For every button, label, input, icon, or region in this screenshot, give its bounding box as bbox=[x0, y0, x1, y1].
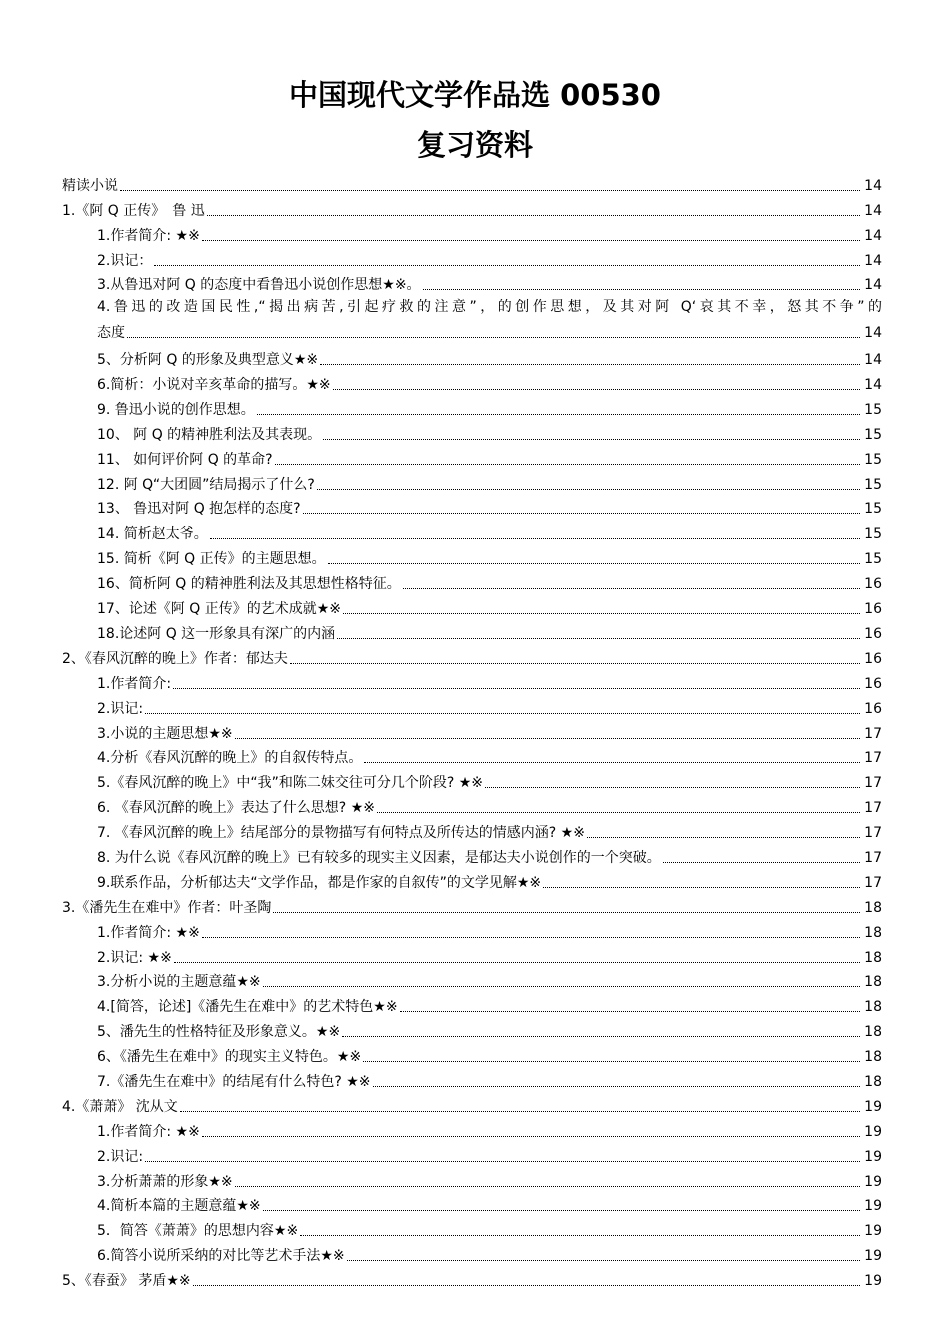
toc-dot-leader bbox=[235, 738, 860, 739]
toc-dot-leader bbox=[127, 337, 860, 338]
toc-dot-leader bbox=[320, 364, 860, 365]
toc-page-number: 17 bbox=[864, 775, 882, 792]
toc-dot-leader bbox=[400, 1011, 860, 1012]
toc-entry-text: 1.《阿 Q 正传》 鲁 迅 bbox=[62, 202, 205, 219]
toc-entry[interactable] bbox=[62, 792, 882, 817]
toc-dot-leader bbox=[342, 1036, 860, 1037]
toc-dot-leader bbox=[145, 1161, 860, 1162]
toc-entry[interactable] bbox=[62, 494, 882, 519]
toc-page-number: 17 bbox=[864, 849, 882, 866]
toc-page-number: 14 bbox=[864, 252, 882, 269]
toc-page-number: 16 bbox=[864, 650, 882, 667]
toc-entry[interactable] bbox=[62, 195, 882, 220]
toc-entry-text: 4.分析《春风沉醉的晚上》的自叙传特点。 bbox=[97, 750, 363, 767]
toc-page-number: 15 bbox=[864, 401, 882, 418]
toc-entry[interactable] bbox=[62, 170, 882, 195]
toc-page-number: 17 bbox=[864, 725, 882, 742]
toc-entry-text: 6、《潘先生在难中》的现实主义特色。★※ bbox=[97, 1049, 362, 1066]
toc-entry[interactable] bbox=[62, 892, 882, 917]
toc-dot-leader bbox=[333, 389, 860, 390]
toc-page-number: 19 bbox=[864, 1148, 882, 1165]
toc-entry-text: 9. 鲁迅小说的创作思想。 bbox=[97, 401, 255, 418]
toc-page-number: 17 bbox=[864, 750, 882, 767]
toc-dot-leader bbox=[485, 787, 860, 788]
toc-page-number: 19 bbox=[864, 1198, 882, 1215]
toc-entry[interactable] bbox=[62, 668, 882, 693]
toc-entry-text: 3.从鲁迅对阿 Q 的态度中看鲁迅小说创作思想★※。 bbox=[97, 277, 421, 294]
toc-entry[interactable] bbox=[62, 1041, 882, 1066]
toc-entry-text: 6.简析：小说对辛亥革命的描写。★※ bbox=[97, 377, 331, 394]
toc-entry-text: 14. 简析赵太爷。 bbox=[97, 526, 208, 543]
toc-entry-text: 5.《春风沉醉的晚上》中“我”和陈二妹交往可分几个阶段? ★※ bbox=[97, 775, 484, 792]
toc-page-number: 18 bbox=[864, 974, 882, 991]
toc-entry[interactable] bbox=[62, 643, 882, 668]
toc-entry[interactable] bbox=[62, 1141, 882, 1166]
toc-entry-text: 12. 阿 Q“大团圆”结局揭示了什么? bbox=[97, 476, 315, 493]
toc-entry[interactable] bbox=[62, 817, 882, 842]
toc-page-number: 14 bbox=[864, 325, 882, 342]
toc-dot-leader bbox=[193, 1285, 860, 1286]
toc-entry-text: 4.《萧萧》 沈从文 bbox=[62, 1098, 178, 1115]
toc-page-number: 19 bbox=[864, 1173, 882, 1190]
toc-entry-text: 2.识记: bbox=[97, 1148, 144, 1165]
toc-page-number: 14 bbox=[864, 377, 882, 394]
toc-entry-text: 2.识记: ★※ bbox=[97, 949, 172, 966]
toc-entry[interactable] bbox=[62, 518, 882, 543]
toc-entry[interactable] bbox=[62, 942, 882, 967]
toc-dot-leader bbox=[263, 986, 860, 987]
document-subtitle: 复习资料 bbox=[416, 128, 533, 162]
toc-dot-leader bbox=[300, 1235, 860, 1236]
toc-entry[interactable] bbox=[62, 1016, 882, 1041]
toc-entry[interactable] bbox=[62, 1215, 882, 1240]
table-of-contents bbox=[62, 170, 882, 1290]
toc-dot-leader bbox=[303, 513, 860, 514]
toc-page-number: 14 bbox=[864, 277, 882, 294]
toc-entry-text: 13、 鲁迅对阿 Q 抱怎样的态度? bbox=[97, 501, 301, 518]
toc-entry-text: 1.作者简介: ★※ bbox=[97, 227, 200, 244]
toc-entry[interactable] bbox=[62, 842, 882, 867]
toc-page-number: 15 bbox=[864, 451, 882, 468]
toc-dot-leader bbox=[423, 289, 860, 290]
toc-entry-text: 3.分析萧萧的形象★※ bbox=[97, 1173, 233, 1190]
toc-dot-leader bbox=[364, 762, 860, 763]
toc-entry-text: 15. 简析《阿 Q 正传》的主题思想。 bbox=[97, 551, 326, 568]
toc-entry[interactable] bbox=[62, 1116, 882, 1141]
toc-entry[interactable] bbox=[62, 867, 882, 892]
toc-page-number: 17 bbox=[864, 800, 882, 817]
toc-entry[interactable] bbox=[62, 593, 882, 618]
toc-entry[interactable] bbox=[62, 743, 882, 768]
toc-dot-leader bbox=[323, 439, 860, 440]
toc-dot-leader bbox=[263, 1210, 860, 1211]
toc-entry-text: 4.简析本篇的主题意蕴★※ bbox=[97, 1198, 261, 1215]
toc-dot-leader bbox=[210, 538, 860, 539]
toc-entry[interactable] bbox=[62, 344, 882, 369]
toc-entry-text: 11、 如何评价阿 Q 的革命? bbox=[97, 451, 273, 468]
toc-dot-leader bbox=[290, 663, 860, 664]
toc-page-number: 17 bbox=[864, 874, 882, 891]
toc-entry-text: 18.论述阿 Q 这一形象具有深广的内涵 bbox=[97, 625, 336, 642]
toc-entry[interactable] bbox=[62, 767, 882, 792]
toc-dot-leader bbox=[173, 688, 860, 689]
toc-entry-text: 16、简析阿 Q 的精神胜利法及其思想性格特征。 bbox=[97, 576, 401, 593]
toc-entry-line2 bbox=[97, 324, 882, 342]
document-title: 中国现代文学作品选 00530 bbox=[289, 78, 661, 112]
toc-page-number: 16 bbox=[864, 576, 882, 593]
toc-entry[interactable] bbox=[62, 991, 882, 1016]
toc-dot-leader bbox=[373, 1086, 860, 1087]
toc-page-number: 16 bbox=[864, 601, 882, 618]
toc-dot-leader bbox=[275, 464, 860, 465]
toc-page-number: 18 bbox=[864, 899, 882, 916]
toc-entry[interactable] bbox=[62, 1240, 882, 1265]
toc-dot-leader bbox=[154, 265, 860, 266]
toc-page-number: 18 bbox=[864, 1024, 882, 1041]
toc-entry[interactable] bbox=[62, 1091, 882, 1116]
toc-dot-leader bbox=[120, 190, 860, 191]
toc-dot-leader bbox=[202, 240, 860, 241]
toc-page-number: 18 bbox=[864, 949, 882, 966]
toc-entry-text: 9.联系作品，分析郁达夫“文学作品，都是作家的自叙传”的文学见解★※ bbox=[97, 874, 542, 891]
toc-dot-leader bbox=[257, 414, 860, 415]
toc-page-number: 14 bbox=[864, 227, 882, 244]
toc-entry-text: 1.作者简介: bbox=[97, 675, 172, 692]
toc-entry-text: 7.《潘先生在难中》的结尾有什么特色? ★※ bbox=[97, 1073, 371, 1090]
toc-dot-leader bbox=[543, 887, 860, 888]
toc-dot-leader bbox=[328, 563, 860, 564]
toc-entry-text: 5、分析阿 Q 的形象及典型意义★※ bbox=[97, 352, 319, 369]
toc-entry-text: 6. 《春风沉醉的晚上》表达了什么思想? ★※ bbox=[97, 800, 375, 817]
toc-dot-leader bbox=[273, 912, 860, 913]
toc-entry[interactable] bbox=[62, 917, 882, 942]
toc-entry-text: 10、 阿 Q 的精神胜利法及其表现。 bbox=[97, 426, 322, 443]
toc-page-number: 19 bbox=[864, 1273, 882, 1290]
toc-dot-leader bbox=[347, 1260, 860, 1261]
toc-dot-leader bbox=[363, 1061, 860, 1062]
toc-dot-leader bbox=[207, 215, 860, 216]
toc-entry-text: 5．简答《萧萧》的思想内容★※ bbox=[97, 1223, 299, 1240]
toc-page-number: 18 bbox=[864, 999, 882, 1016]
toc-entry-text: 1.作者简介: ★※ bbox=[97, 924, 200, 941]
toc-entry-text: 17、论述《阿 Q 正传》的艺术成就★※ bbox=[97, 601, 342, 618]
toc-page-number: 16 bbox=[864, 700, 882, 717]
toc-dot-leader bbox=[202, 1136, 860, 1137]
toc-page-number: 18 bbox=[864, 924, 882, 941]
toc-entry[interactable] bbox=[62, 245, 882, 270]
toc-entry[interactable] bbox=[62, 294, 882, 344]
toc-entry[interactable] bbox=[62, 1066, 882, 1091]
toc-entry-text: 4.鲁迅的改造国民性,“揭出病苦,引起疗救的注意”，的创作思想，及其对阿 Q‘哀其不幸，怒其不争”的 bbox=[97, 299, 882, 316]
toc-page-number: 19 bbox=[864, 1248, 882, 1265]
toc-entry-text: 3.《潘先生在难中》作者：叶圣陶 bbox=[62, 899, 272, 916]
toc-entry[interactable] bbox=[62, 270, 882, 295]
toc-entry-text: 5、《春蚕》 茅盾★※ bbox=[62, 1273, 191, 1290]
toc-dot-leader bbox=[235, 1186, 860, 1187]
toc-dot-leader bbox=[587, 837, 860, 838]
toc-entry[interactable] bbox=[62, 967, 882, 992]
toc-dot-leader bbox=[343, 613, 860, 614]
toc-page-number: 15 bbox=[864, 551, 882, 568]
toc-entry-text: 8. 为什么说《春风沉醉的晚上》已有较多的现实主义因素，是郁达夫小说创作的一个突破。 bbox=[97, 849, 661, 866]
toc-page-number: 19 bbox=[864, 1223, 882, 1240]
toc-entry-text: 5、潘先生的性格特征及形象意义。★※ bbox=[97, 1024, 341, 1041]
toc-page-number: 19 bbox=[864, 1123, 882, 1140]
toc-entry[interactable] bbox=[62, 1191, 882, 1216]
toc-entry-text: 7. 《春风沉醉的晚上》结尾部分的景物描写有何特点及所传达的情感内涵? ★※ bbox=[97, 825, 585, 842]
toc-entry-text: 6.简答小说所采纳的对比等艺术手法★※ bbox=[97, 1248, 345, 1265]
toc-dot-leader bbox=[403, 588, 860, 589]
toc-dot-leader bbox=[317, 489, 860, 490]
toc-page-number: 19 bbox=[864, 1098, 882, 1115]
toc-entry-text: 3.小说的主题思想★※ bbox=[97, 725, 233, 742]
toc-entry-wrap bbox=[97, 294, 882, 344]
toc-entry[interactable] bbox=[62, 618, 882, 643]
toc-entry-text-continued: 态度 bbox=[97, 325, 125, 342]
toc-entry-text: 3.分析小说的主题意蕴★※ bbox=[97, 974, 261, 991]
toc-entry[interactable] bbox=[62, 718, 882, 743]
toc-page-number: 16 bbox=[864, 675, 882, 692]
toc-page-number: 14 bbox=[864, 177, 882, 194]
toc-entry[interactable] bbox=[62, 444, 882, 469]
toc-entry[interactable] bbox=[62, 543, 882, 568]
toc-page-number: 15 bbox=[864, 476, 882, 493]
toc-page-number: 15 bbox=[864, 426, 882, 443]
toc-page-number: 17 bbox=[864, 825, 882, 842]
toc-dot-leader bbox=[174, 962, 860, 963]
toc-entry-text: 4.[简答，论述]《潘先生在难中》的艺术特色★※ bbox=[97, 999, 398, 1016]
toc-page-number: 18 bbox=[864, 1073, 882, 1090]
toc-dot-leader bbox=[180, 1111, 860, 1112]
toc-page-number: 15 bbox=[864, 526, 882, 543]
toc-entry-text: 2、《春风沉醉的晚上》作者：郁达夫 bbox=[62, 650, 288, 667]
toc-entry-text: 精读小说 bbox=[62, 177, 118, 194]
toc-entry[interactable] bbox=[62, 1166, 882, 1191]
toc-entry-text: 1.作者简介: ★※ bbox=[97, 1123, 200, 1140]
toc-entry[interactable] bbox=[62, 568, 882, 593]
toc-entry[interactable] bbox=[62, 419, 882, 444]
toc-page-number: 14 bbox=[864, 202, 882, 219]
toc-dot-leader bbox=[663, 862, 860, 863]
toc-dot-leader bbox=[337, 638, 860, 639]
toc-page-number: 18 bbox=[864, 1049, 882, 1066]
toc-page-number: 15 bbox=[864, 501, 882, 518]
toc-entry[interactable] bbox=[62, 220, 882, 245]
toc-entry[interactable] bbox=[62, 369, 882, 394]
toc-dot-leader bbox=[145, 713, 860, 714]
toc-entry-text: 2.识记: bbox=[97, 700, 144, 717]
toc-dot-leader bbox=[202, 937, 860, 938]
toc-dot-leader bbox=[377, 812, 860, 813]
toc-entry[interactable] bbox=[62, 1265, 882, 1290]
toc-entry[interactable] bbox=[62, 469, 882, 494]
toc-page-number: 16 bbox=[864, 625, 882, 642]
toc-entry[interactable] bbox=[62, 693, 882, 718]
toc-page-number: 14 bbox=[864, 352, 882, 369]
toc-entry[interactable] bbox=[62, 394, 882, 419]
toc-entry-text: 2.识记： bbox=[97, 252, 153, 269]
